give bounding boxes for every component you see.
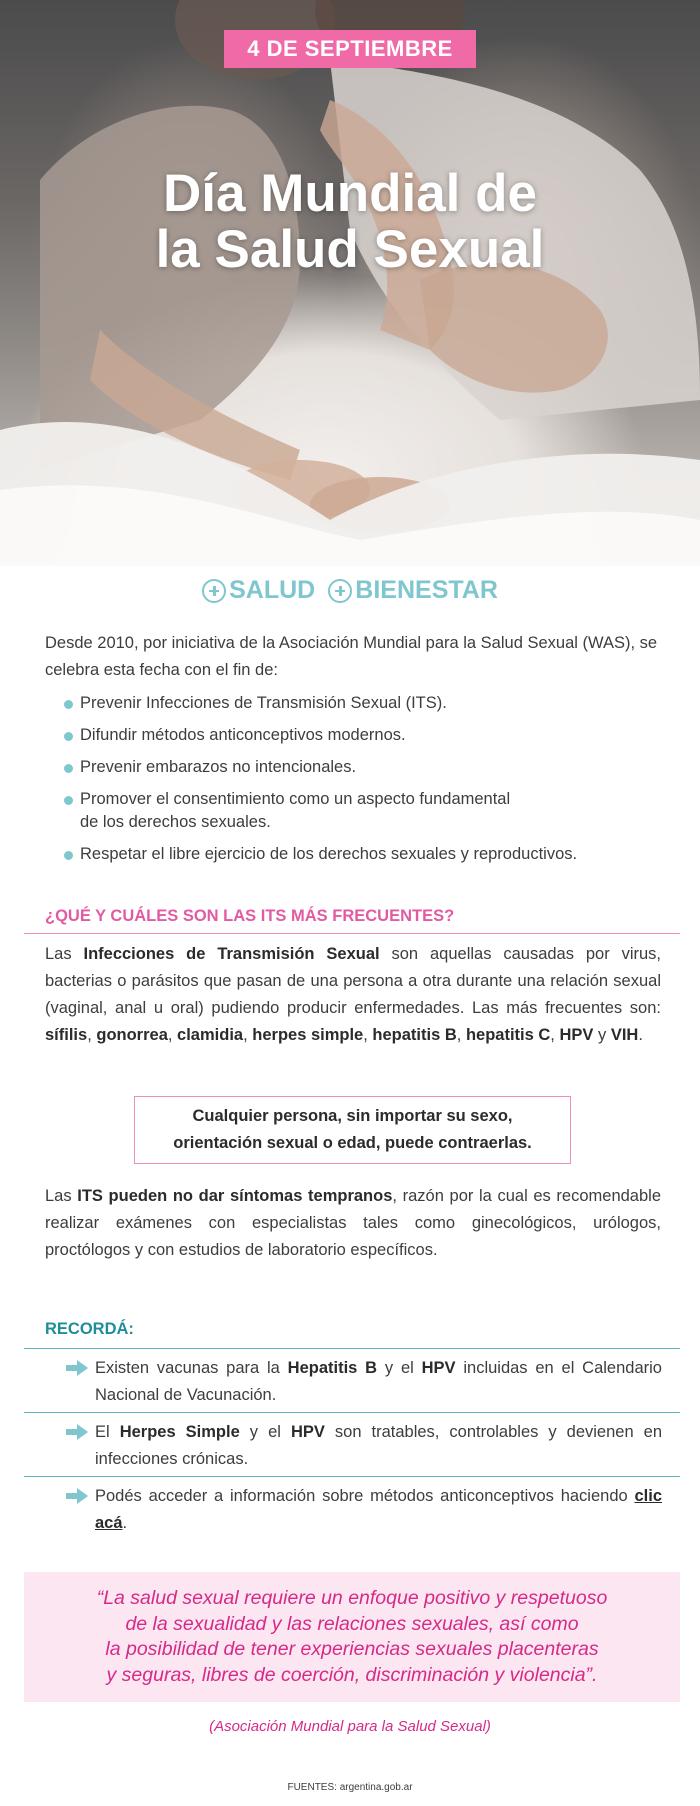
- symptoms-paragraph: [45, 1183, 661, 1264]
- bullet-dot-icon: [64, 700, 73, 709]
- bullet-dot-icon: [64, 764, 73, 773]
- bullet-dot-icon: [64, 732, 73, 741]
- tag-label: SALUD: [229, 576, 316, 604]
- list-item: [62, 756, 672, 779]
- separator: ,: [456, 1026, 466, 1044]
- arrow-right-icon: [66, 1360, 88, 1376]
- divider: [24, 1348, 680, 1349]
- text: Existen vacunas para la: [95, 1359, 288, 1377]
- list-item: [62, 788, 672, 834]
- list-item-text: Difundir métodos anticonceptivos modernos.: [80, 726, 406, 744]
- list-item: [62, 692, 672, 715]
- callout-box: [134, 1096, 571, 1164]
- sources-footer: FUENTES: argentina.gob.ar: [287, 1782, 413, 1793]
- bold-text: ITS pueden no dar síntomas tempranos: [77, 1187, 393, 1205]
- text: son tratables, controlables y devienen en infecciones crónicas.: [95, 1423, 662, 1468]
- list-item-text: [95, 1355, 662, 1409]
- disease-name: HPV: [559, 1026, 594, 1044]
- bullet-dot-icon: [64, 796, 73, 805]
- bullet-dot-icon: [64, 851, 73, 860]
- quote-line: de la sexualidad y las relaciones sexuales, así como: [125, 1612, 579, 1635]
- list-item: [66, 1419, 662, 1473]
- clic-aca-link[interactable]: clic acá: [95, 1487, 662, 1532]
- quote-source: (Asociación Mundial para la Salud Sexual): [209, 1718, 491, 1735]
- separator: ,: [550, 1026, 560, 1044]
- quote-line: la posibilidad de tener experiencias sexuales placenteras: [105, 1638, 599, 1660]
- text: son aquellas causadas por virus, bacterias o parásitos que pasan de una persona a otra durante una relación sexual (vaginal, anal u oral) pudiendo producir enfermedades. Las más frecuentes son:: [45, 945, 662, 1017]
- tag-bienestar: [328, 576, 498, 605]
- tag-row: [0, 576, 700, 607]
- tag-salud: [202, 576, 315, 605]
- disease-name: VIH: [610, 1026, 639, 1044]
- hero-banner: [0, 0, 700, 566]
- separator: .: [638, 1026, 643, 1044]
- plus-circle-icon: [202, 579, 226, 603]
- disease-name: hepatitis B: [372, 1026, 457, 1044]
- couple-photo-icon: [0, 0, 700, 566]
- disease-name: sífilis: [45, 1026, 88, 1044]
- separator: ,: [363, 1026, 373, 1044]
- arrow-right-icon: [66, 1488, 88, 1504]
- separator: ,: [87, 1026, 97, 1044]
- callout-line: orientación sexual o edad, puede contraerlas.: [173, 1134, 532, 1152]
- quote-line: “La salud sexual requiere un enfoque positivo y respetuoso: [96, 1587, 608, 1609]
- bold-text: HPV: [421, 1359, 456, 1377]
- list-item-text: Prevenir embarazos no intencionales.: [80, 758, 357, 776]
- disease-name: gonorrea: [96, 1026, 168, 1044]
- title-line-2: la Salud Sexual: [155, 220, 545, 279]
- list-item-text: [95, 1419, 662, 1473]
- bold-text: HPV: [290, 1423, 325, 1441]
- arrow-right-icon: [66, 1424, 88, 1440]
- list-item: [66, 1355, 662, 1409]
- text: Las: [45, 1187, 78, 1205]
- separator: ,: [243, 1026, 253, 1044]
- objectives-list: [62, 692, 672, 875]
- text: y el: [239, 1423, 291, 1441]
- text: El: [95, 1423, 120, 1441]
- text: y el: [377, 1359, 422, 1377]
- bold-text: Herpes Simple: [119, 1423, 240, 1441]
- quote-line: y seguras, libres de coerción, discriminación y violencia”.: [106, 1663, 598, 1686]
- list-item: [62, 724, 672, 747]
- recorda-heading: RECORDÁ:: [45, 1320, 134, 1338]
- disease-name: herpes simple: [252, 1026, 364, 1044]
- text: Las: [45, 945, 84, 963]
- divider: [24, 1476, 680, 1477]
- its-heading: ¿QUÉ Y CUÁLES SON LAS ITS MÁS FRECUENTES?: [45, 907, 455, 925]
- text: .: [122, 1514, 128, 1532]
- date-badge: 4 DE SEPTIEMBRE: [224, 30, 476, 68]
- quote-text: [24, 1586, 680, 1688]
- intro-paragraph: Desde 2010, por iniciativa de la Asociación Mundial para la Salud Sexual (WAS), se celebra esta fecha con el fin de:: [45, 634, 658, 679]
- text: incluidas en el Calendario Nacional de Vacunación.: [95, 1359, 662, 1404]
- tag-label: BIENESTAR: [355, 576, 498, 604]
- page-title: [0, 166, 700, 278]
- text: , razón por la cual es recomendable realizar exámenes con especialistas tales como ginecológicos, urólogos, proctólogos y con estudios de laboratorio específicos.: [45, 1187, 662, 1259]
- list-item-text: Respetar el libre ejercicio de los derechos sexuales y reproductivos.: [80, 845, 578, 863]
- list-item: [66, 1483, 662, 1537]
- list-item: [62, 843, 672, 866]
- divider: [24, 933, 680, 934]
- list-item-text: Prevenir Infecciones de Transmisión Sexual (ITS).: [80, 694, 447, 712]
- disease-name: clamidia: [177, 1026, 244, 1044]
- separator: y: [593, 1026, 611, 1044]
- list-item-text: [95, 1483, 662, 1537]
- callout-line: Cualquier persona, sin importar su sexo,: [192, 1107, 513, 1125]
- text: Podés acceder a información sobre métodos anticonceptivos haciendo: [95, 1487, 635, 1505]
- its-paragraph: [45, 941, 661, 1049]
- bold-text: Hepatitis B: [287, 1359, 378, 1377]
- list-item-text: Promover el consentimiento como un aspecto fundamental: [80, 790, 511, 808]
- separator: ,: [167, 1026, 178, 1044]
- divider: [24, 1412, 680, 1413]
- title-line-1: Día Mundial de: [163, 164, 537, 223]
- list-item-text: de los derechos sexuales.: [80, 813, 271, 831]
- bold-text: Infecciones de Transmisión Sexual: [83, 945, 380, 963]
- disease-name: hepatitis C: [465, 1026, 551, 1044]
- plus-circle-icon: [328, 579, 352, 603]
